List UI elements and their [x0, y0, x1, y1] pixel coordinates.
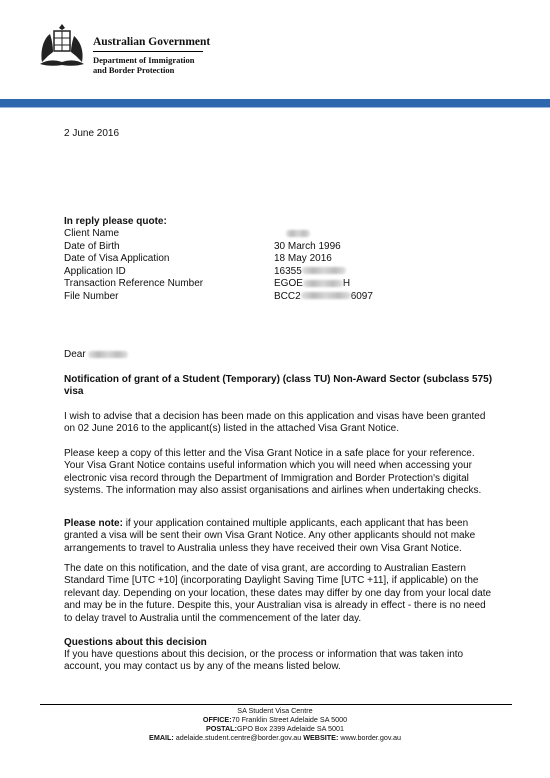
reference-label: Transaction Reference Number: [64, 278, 204, 289]
header-band-shadow: [0, 107, 550, 108]
footer-postal: [0, 724, 550, 733]
footer-centre: SA Student Visa Centre: [237, 706, 313, 715]
reference-label: Date of Visa Application: [64, 253, 170, 264]
please-note-text: if your application contained multiple applicants, each applicant that has been granted a visa will be sent their own Visa Grant Notice. Any other applicants should not make arrangements to travel to Australia unless they have received their own Visa Grant Notice.: [64, 518, 476, 554]
redacted-value: [303, 280, 343, 287]
reference-row-file-number: [64, 291, 424, 304]
reference-row-application-date: [64, 253, 424, 266]
redacted-value: [302, 267, 346, 274]
paragraph-decision: I wish to advise that a decision has been made on this application and visas have been granted on 02 June 2016 to the applicant(s) listed in the attached Visa Grant Notice.: [64, 411, 486, 435]
salutation: [64, 349, 128, 362]
government-branding: [93, 36, 210, 75]
office-label: OFFICE:: [202, 715, 232, 724]
reply-heading: In reply please quote:: [64, 216, 167, 227]
salutation-text: Dear: [64, 349, 86, 360]
redacted-value: [301, 292, 351, 299]
reference-value: 30 March 1996: [274, 240, 341, 252]
postal-label: POSTAL:: [205, 724, 237, 733]
branding-divider: [93, 51, 203, 52]
reference-label: Date of Birth: [64, 240, 120, 252]
reference-row-application-id: [64, 266, 424, 279]
trn-prefix: EGOE: [274, 278, 303, 289]
redacted-name: [88, 351, 128, 358]
reference-table: [64, 228, 424, 303]
file-number-suffix: 6097: [350, 290, 373, 302]
please-note-lead: Please note:: [64, 518, 123, 529]
website-label: WEBSITE:: [303, 733, 339, 742]
letter-subject: Notification of grant of a Student (Temporary) (class TU) Non-Award Sector (subclass 575) visa: [64, 374, 493, 398]
reference-value: [274, 266, 424, 279]
website-link[interactable]: www.border.gov.au: [338, 733, 401, 742]
paragraph-date-notice: The date on this notification, and the date of visa grant, are according to Australian Eastern Standard Time [UTC +10] (incorporating Daylight Saving Time [UTC +11], if applicable) on the relevant day. Depending on your location, these dates may differ by one day from your local date and may be in the future. Despite this, your Australian visa is already in effect - there is no need to delay travel to Australia until the commencement of the later day.: [64, 563, 492, 624]
paragraph-please-note: [64, 518, 494, 555]
paragraph-questions: If you have questions about this decision, or the process or information that was taken into account, you may contact us by any of the means listed below.: [64, 649, 464, 673]
letter-date: 2 June 2016: [64, 128, 120, 139]
reference-label: Client Name: [64, 228, 120, 239]
reference-label: Application ID: [64, 265, 126, 277]
trn-suffix: H: [342, 278, 351, 289]
coat-of-arms-crest: [36, 22, 88, 68]
footer-office: [0, 715, 550, 724]
postal-value: GPO Box 2399 Adelaide SA 5001: [236, 724, 345, 733]
reference-label: File Number: [64, 290, 119, 302]
email-link[interactable]: adelaide.student.centre@border.gov.au: [173, 733, 304, 742]
reference-row-transaction-ref: [64, 278, 424, 291]
reference-row-client-name: [64, 228, 424, 241]
department-name-line1: Department of Immigration: [93, 55, 195, 65]
department-name-line2: and Border Protection: [93, 65, 175, 75]
footer-contact: [0, 706, 550, 742]
header-color-band: [0, 99, 550, 107]
application-id-visible: 16355: [274, 265, 302, 277]
government-title: Australian Government: [93, 36, 211, 48]
reference-value: [274, 291, 424, 304]
redacted-value: [286, 230, 310, 237]
reference-value: [274, 228, 424, 241]
footer-email-website: [0, 733, 550, 742]
file-number-prefix: BCC2: [274, 290, 301, 302]
footer-divider: [40, 704, 512, 705]
paragraph-keep-copy: Please keep a copy of this letter and the Visa Grant Notice in a safe place for your reference. Your Visa Grant Notice contains useful information which you will need when accessing your electronic visa record through the Department of Immigration and Border Protection's digital systems. The information may also assist organisations and airlines when undertaking checks.: [64, 448, 482, 497]
office-value: 70 Franklin Street Adelaide SA 5000: [231, 715, 348, 724]
reference-value: [274, 278, 424, 291]
email-label: EMAIL:: [149, 733, 174, 742]
reference-row-dob: [64, 241, 424, 254]
reference-value: 18 May 2016: [274, 253, 332, 264]
questions-heading: Questions about this decision: [64, 637, 207, 648]
